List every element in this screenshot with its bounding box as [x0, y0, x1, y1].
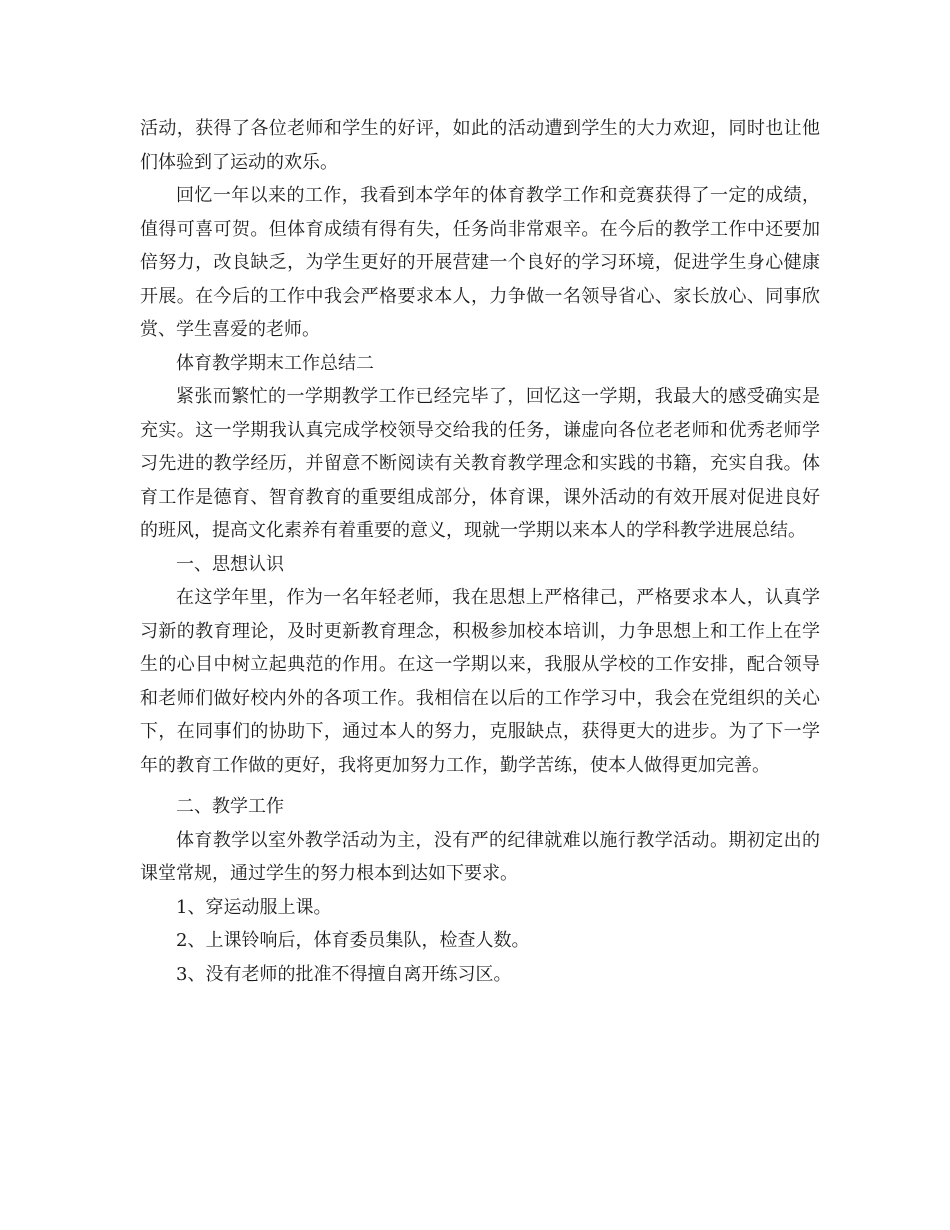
heading-teaching-work: 二、教学工作: [176, 796, 284, 817]
document-body: [140, 112, 820, 991]
heading-ideology: 一、思想认识: [176, 553, 284, 575]
paragraph-continuation: 活动，获得了各位老师和学生的好评，如此的活动遭到学生的大力欢迎，同时也让他们体验到了运动的欢乐。: [140, 118, 820, 173]
paragraph-review: 回忆一年以来的工作，我看到本学年的体育教学工作和竞赛获得了一定的成绩，值得可喜可贺。但体育成绩有得有失，任务尚非常艰辛。在今后的教学工作中还要加倍努力，改良缺乏，为学生更好的开展营建一个良好的学习环境，促进学生身心健康开展。在今后的工作中我会严格要求本人，力争做一名领导省心、家长放心、同事欣赏、学生喜爱的老师。: [140, 185, 820, 340]
section-title-summary-two: 体育教学期末工作总结二: [176, 352, 374, 374]
list-item-2: 2、上课铃响后，体育委员集队，检查人数。: [176, 930, 530, 951]
list-item-3: 3、没有老师的批准不得擅自离开练习区。: [176, 963, 512, 985]
paragraph-teaching-work: 体育教学以室外教学活动为主，没有严的纪律就难以施行教学活动。期初定出的课堂常规，通过学生的努力根本到达如下要求。: [140, 829, 820, 884]
list-item-1: 1、穿运动服上课。: [176, 896, 332, 918]
spacer: [140, 782, 820, 790]
paragraph-ideology: 在这学年里，作为一名年轻老师，我在思想上严格律己，严格要求本人，认真学习新的教育理论，及时更新教育理念，积极参加校本培训，力争思想上和工作上在学生的心目中树立起典范的作用。在这一学期以来，我服从学校的工作安排，配合领导和老师们做好校内外的各项工作。我相信在以后的工作学习中，我会在党组织的关心下，在同事们的协助下，通过本人的努力，克服缺点，获得更大的进步。为了下一学年的教育工作做的更好，我将更加努力工作，勤学苦练，使本人做得更加完善。: [140, 587, 820, 776]
paragraph-intro: 紧张而繁忙的一学期教学工作已经完毕了，回忆这一学期，我最大的感受确实是充实。这一学期我认真完成学校领导交给我的任务，谦虚向各位老老师和优秀老师学习先进的教学经历，并留意不断阅读有关教育教学理念和实践的书籍，充实自我。体育工作是德育、智育教育的重要组成部分，体育课，课外活动的有效开展对促进良好的班风，提高文化素养有着重要的意义，现就一学期以来本人的学科教学进展总结。: [140, 386, 820, 541]
